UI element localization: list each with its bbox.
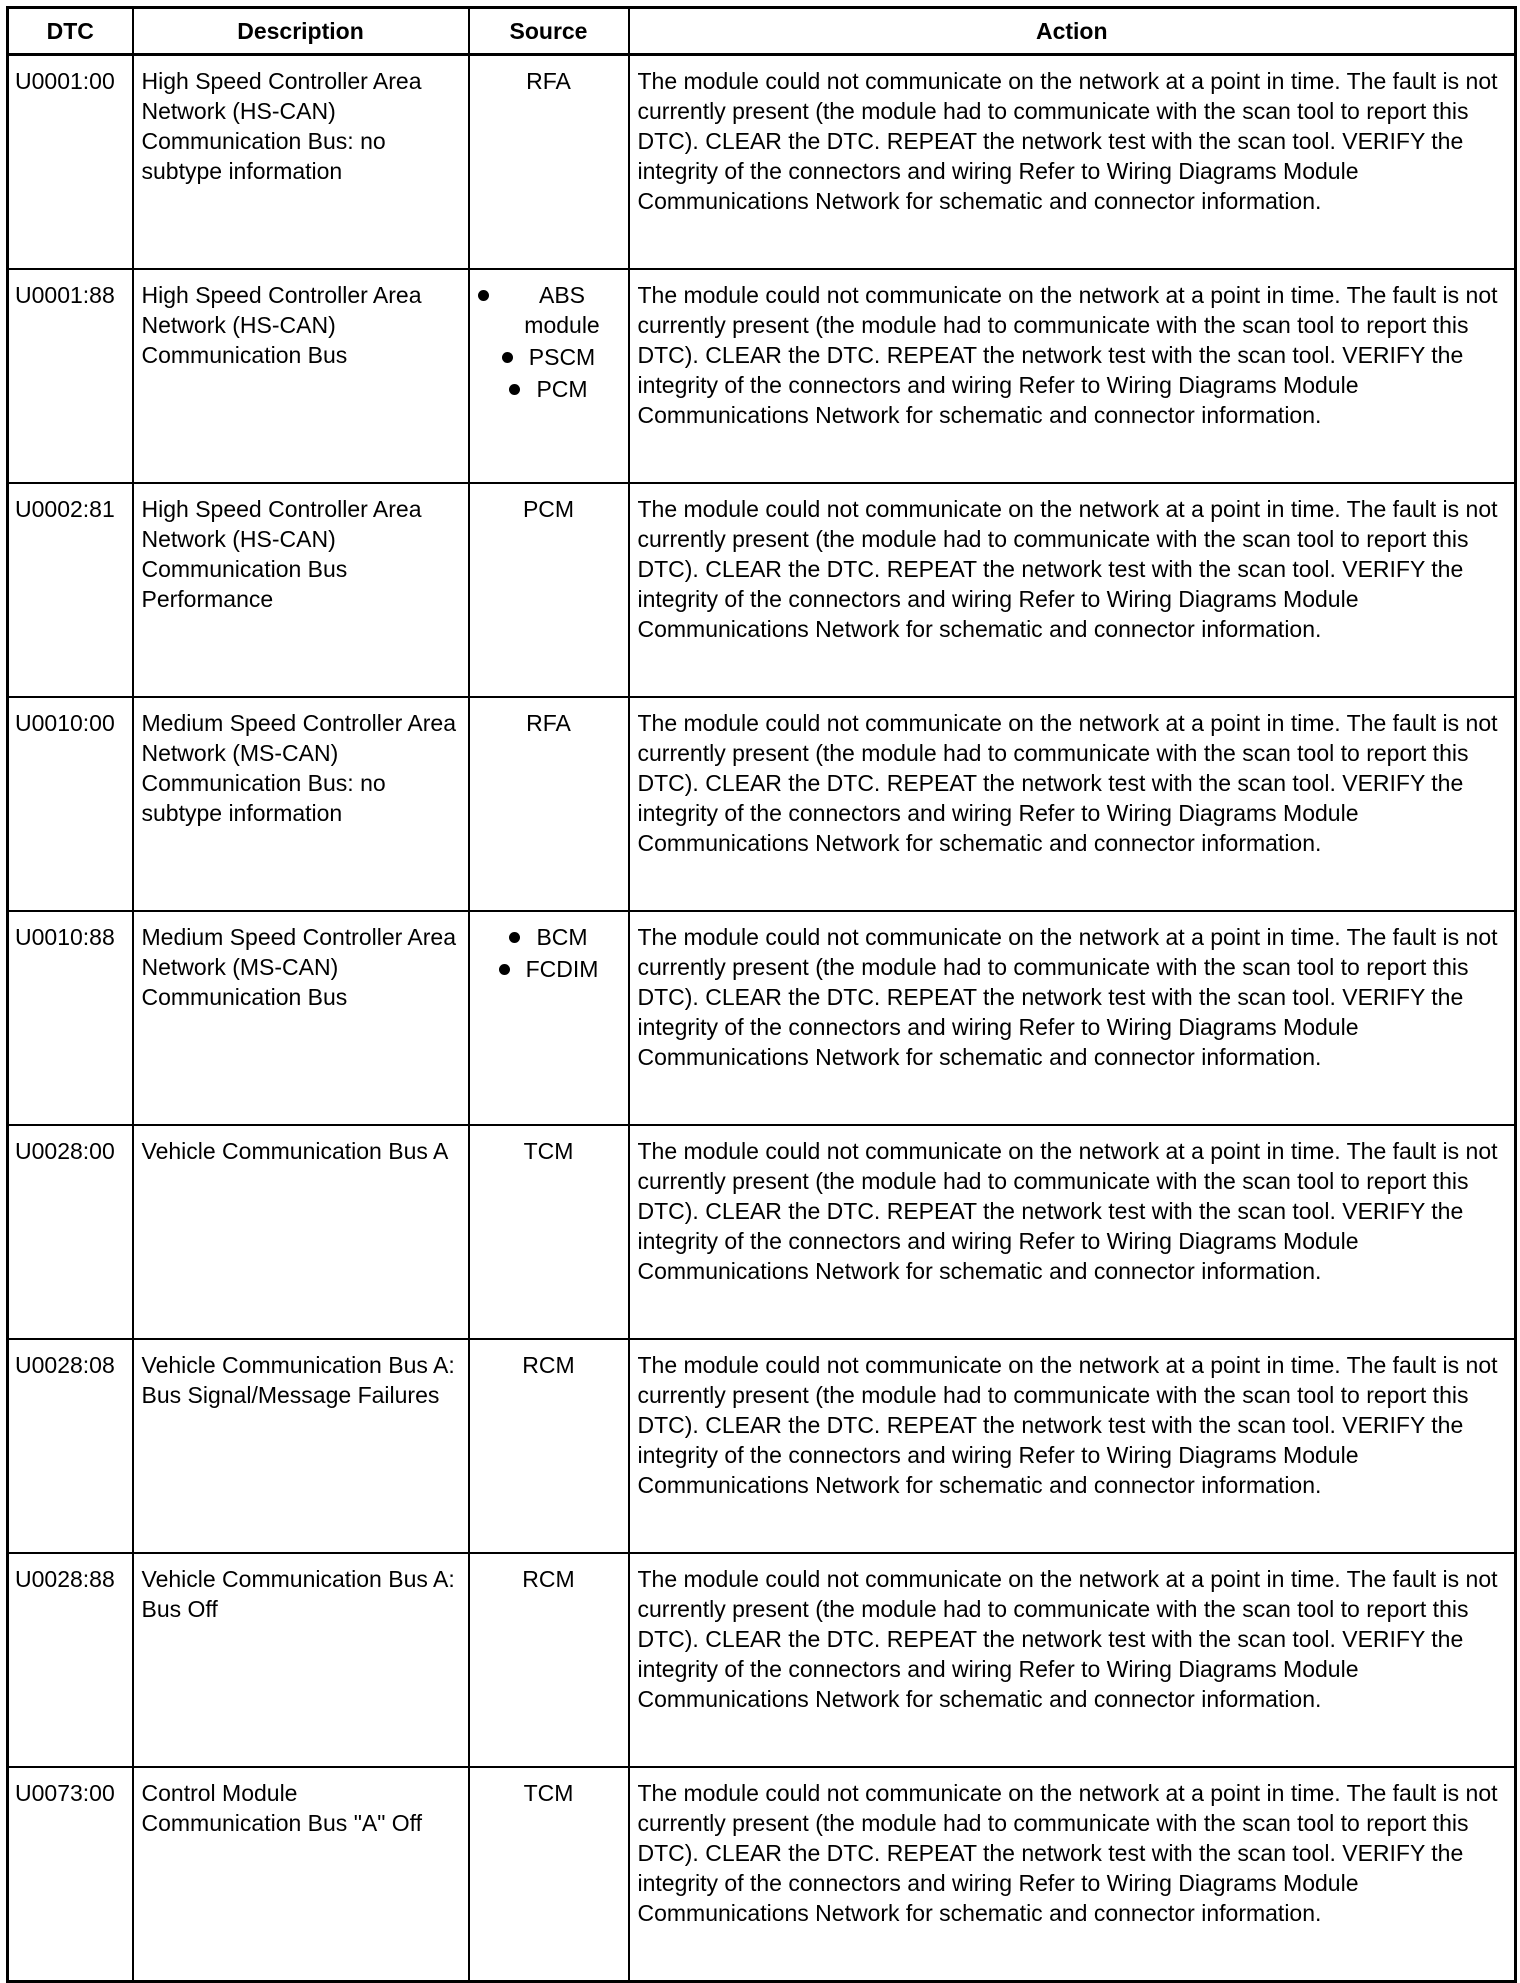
dtc-source: TCM [469,1767,629,1982]
source-list-item [478,342,620,372]
dtc-description: Medium Speed Controller Area Network (MS-CAN) Communication Bus: no subtype information [133,697,469,911]
source-label: PSCM [528,344,596,370]
dtc-description: Vehicle Communication Bus A: Bus Signal/Message Failures [133,1339,469,1553]
dtc-description: High Speed Controller Area Network (HS-CAN) Communication Bus: no subtype information [133,55,469,270]
table-row [8,1553,1516,1767]
source-label: BCM [536,924,588,950]
dtc-code: U0002:81 [8,483,133,697]
dtc-source [469,911,629,1125]
dtc-code: U0028:00 [8,1125,133,1339]
dtc-description: Vehicle Communication Bus A [133,1125,469,1339]
header-row [8,8,1516,55]
dtc-source: RCM [469,1553,629,1767]
dtc-description: Control Module Communication Bus "A" Off [133,1767,469,1982]
dtc-action: The module could not communicate on the network at a point in time. The fault is not currently present (the module had to communicate with the scan tool to report this DTC). CLEAR the DTC. REPEAT the network test with the scan tool. VERIFY the integrity of the connectors and wiring Refer to Wiring Diagrams Module Communications Network for schematic and connector information. [629,1339,1516,1553]
source-label: ABS module [524,282,600,338]
dtc-source: RFA [469,697,629,911]
table-row [8,1125,1516,1339]
dtc-code: U0010:00 [8,697,133,911]
dtc-source: TCM [469,1125,629,1339]
table-row [8,697,1516,911]
source-label: PCM [536,376,588,402]
source-list [478,280,620,404]
dtc-description: High Speed Controller Area Network (HS-CAN) Communication Bus Performance [133,483,469,697]
dtc-source [469,269,629,483]
bullet-icon [509,384,520,395]
dtc-description: Medium Speed Controller Area Network (MS-CAN) Communication Bus [133,911,469,1125]
source-label: FCDIM [525,956,599,982]
table-row [8,1339,1516,1553]
bullet-icon [478,290,489,301]
source-list-item [478,954,620,984]
dtc-action: The module could not communicate on the network at a point in time. The fault is not currently present (the module had to communicate with the scan tool to report this DTC). CLEAR the DTC. REPEAT the network test with the scan tool. VERIFY the integrity of the connectors and wiring Refer to Wiring Diagrams Module Communications Network for schematic and connector information. [629,1553,1516,1767]
dtc-action: The module could not communicate on the network at a point in time. The fault is not currently present (the module had to communicate with the scan tool to report this DTC). CLEAR the DTC. REPEAT the network test with the scan tool. VERIFY the integrity of the connectors and wiring Refer to Wiring Diagrams Module Communications Network for schematic and connector information. [629,1767,1516,1982]
bullet-icon [499,964,510,975]
dtc-code: U0010:88 [8,911,133,1125]
source-list-item [478,280,620,340]
dtc-table [6,6,1517,1983]
table-row [8,55,1516,270]
header-action: Action [629,8,1516,55]
dtc-action: The module could not communicate on the network at a point in time. The fault is not currently present (the module had to communicate with the scan tool to report this DTC). CLEAR the DTC. REPEAT the network test with the scan tool. VERIFY the integrity of the connectors and wiring Refer to Wiring Diagrams Module Communications Network for schematic and connector information. [629,1125,1516,1339]
dtc-description: High Speed Controller Area Network (HS-CAN) Communication Bus [133,269,469,483]
dtc-source: RFA [469,55,629,270]
header-dtc: DTC [8,8,133,55]
dtc-code: U0028:88 [8,1553,133,1767]
dtc-action: The module could not communicate on the network at a point in time. The fault is not currently present (the module had to communicate with the scan tool to report this DTC). CLEAR the DTC. REPEAT the network test with the scan tool. VERIFY the integrity of the connectors and wiring Refer to Wiring Diagrams Module Communications Network for schematic and connector information. [629,911,1516,1125]
dtc-source: PCM [469,483,629,697]
table-row [8,483,1516,697]
source-list-item [478,922,620,952]
table-body [8,55,1516,1982]
dtc-action: The module could not communicate on the network at a point in time. The fault is not currently present (the module had to communicate with the scan tool to report this DTC). CLEAR the DTC. REPEAT the network test with the scan tool. VERIFY the integrity of the connectors and wiring Refer to Wiring Diagrams Module Communications Network for schematic and connector information. [629,269,1516,483]
table-row [8,269,1516,483]
dtc-action: The module could not communicate on the network at a point in time. The fault is not currently present (the module had to communicate with the scan tool to report this DTC). CLEAR the DTC. REPEAT the network test with the scan tool. VERIFY the integrity of the connectors and wiring Refer to Wiring Diagrams Module Communications Network for schematic and connector information. [629,55,1516,270]
table-header [8,8,1516,55]
source-list [478,922,620,984]
bullet-icon [509,932,520,943]
dtc-code: U0028:08 [8,1339,133,1553]
table-row [8,1767,1516,1982]
dtc-code: U0001:88 [8,269,133,483]
header-source: Source [469,8,629,55]
source-list-item [478,374,620,404]
dtc-description: Vehicle Communication Bus A: Bus Off [133,1553,469,1767]
header-description: Description [133,8,469,55]
dtc-action: The module could not communicate on the network at a point in time. The fault is not currently present (the module had to communicate with the scan tool to report this DTC). CLEAR the DTC. REPEAT the network test with the scan tool. VERIFY the integrity of the connectors and wiring Refer to Wiring Diagrams Module Communications Network for schematic and connector information. [629,483,1516,697]
dtc-source: RCM [469,1339,629,1553]
dtc-code: U0073:00 [8,1767,133,1982]
dtc-action: The module could not communicate on the network at a point in time. The fault is not currently present (the module had to communicate with the scan tool to report this DTC). CLEAR the DTC. REPEAT the network test with the scan tool. VERIFY the integrity of the connectors and wiring Refer to Wiring Diagrams Module Communications Network for schematic and connector information. [629,697,1516,911]
bullet-icon [502,352,513,363]
table-row [8,911,1516,1125]
dtc-code: U0001:00 [8,55,133,270]
